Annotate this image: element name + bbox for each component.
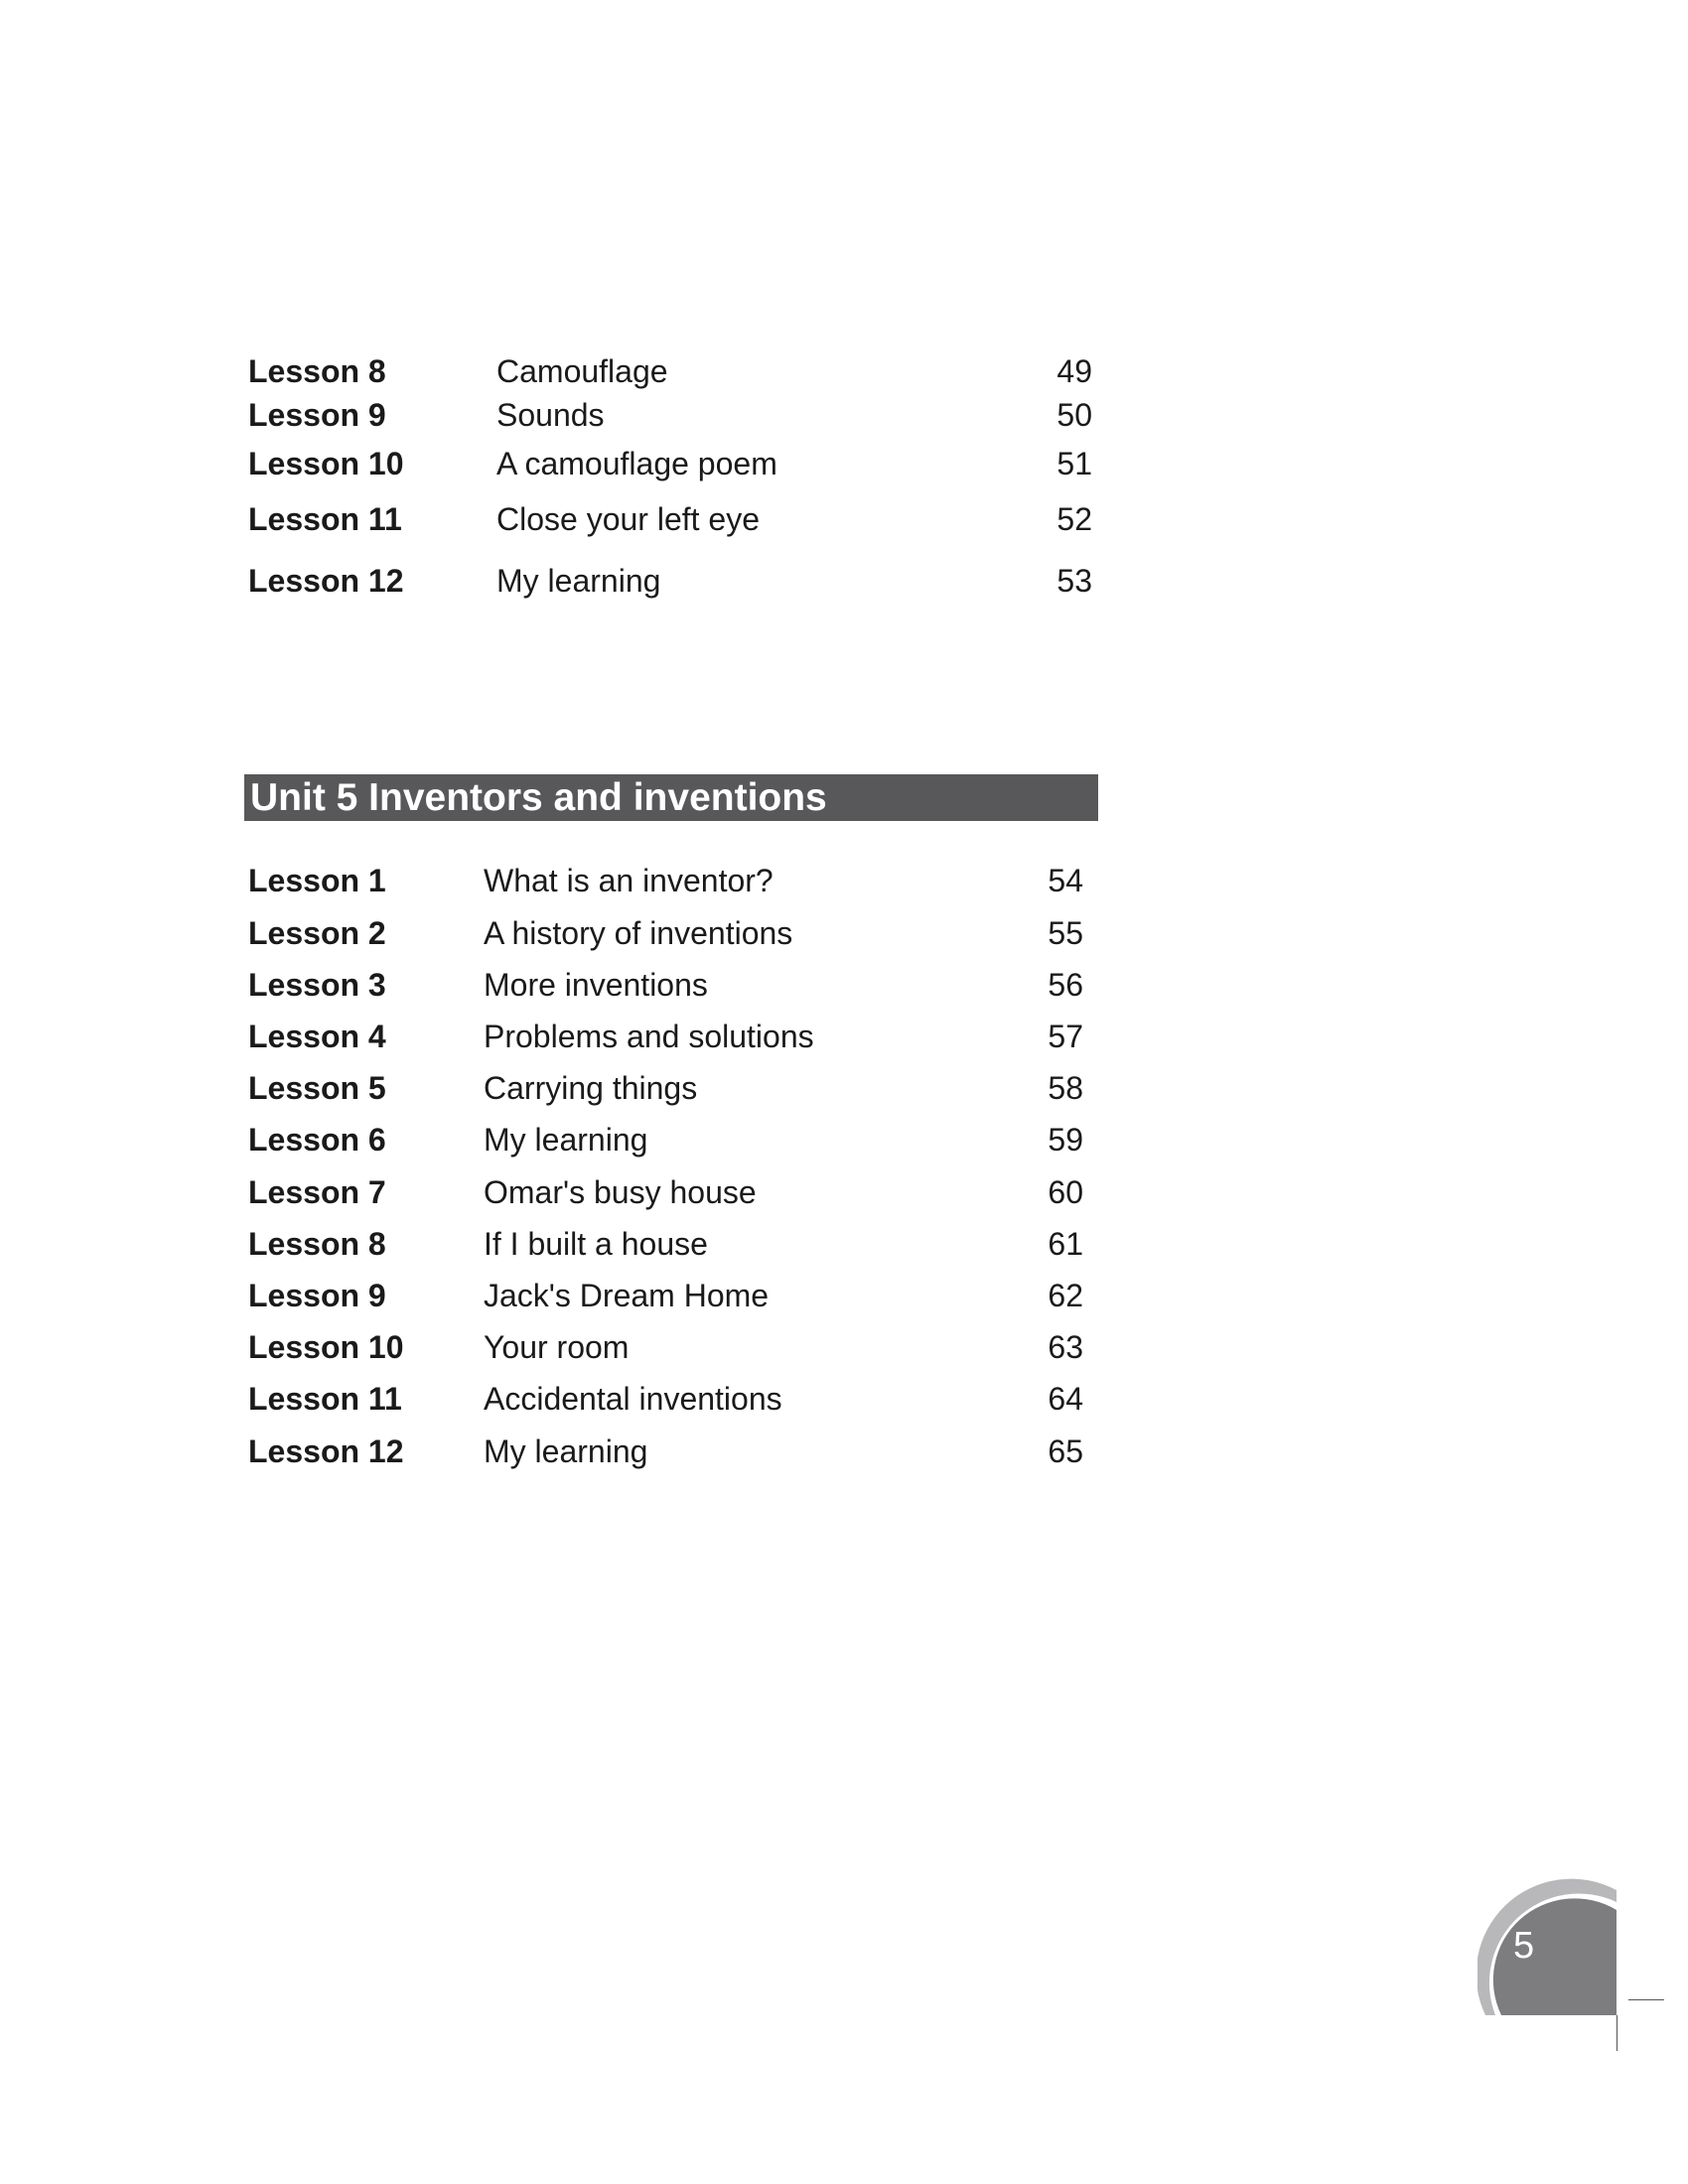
lesson-page-number: 64 bbox=[1048, 1381, 1083, 1417]
lesson-title: Carrying things bbox=[484, 1070, 698, 1106]
lesson-page-number: 56 bbox=[1048, 967, 1083, 1003]
crop-mark bbox=[1617, 2015, 1618, 2051]
lesson-page-number: 65 bbox=[1048, 1433, 1083, 1469]
lesson-page-number: 54 bbox=[1048, 863, 1083, 898]
toc-row bbox=[248, 393, 1092, 437]
toc-row bbox=[248, 1066, 1092, 1110]
toc-row bbox=[248, 1274, 1092, 1317]
lesson-page-number: 62 bbox=[1048, 1278, 1083, 1313]
unit-heading: Unit 5 Inventors and inventions bbox=[244, 774, 1098, 821]
lesson-title: Your room bbox=[484, 1329, 630, 1365]
toc-row bbox=[248, 911, 1092, 955]
lesson-page-number: 61 bbox=[1048, 1226, 1083, 1262]
lesson-page-number: 50 bbox=[1056, 397, 1092, 433]
lesson-label: Lesson 12 bbox=[248, 1433, 404, 1469]
lesson-title: My learning bbox=[484, 1122, 648, 1158]
page-tab-shape bbox=[1477, 1866, 1636, 2015]
lesson-label: Lesson 5 bbox=[248, 1070, 386, 1106]
lesson-page-number: 59 bbox=[1048, 1122, 1083, 1158]
toc-row bbox=[248, 497, 1092, 541]
lesson-title: If I built a house bbox=[484, 1226, 708, 1262]
lesson-title: Camouflage bbox=[496, 353, 668, 389]
lesson-title: Close your left eye bbox=[496, 501, 761, 537]
toc-row bbox=[248, 1430, 1092, 1473]
lesson-title: My learning bbox=[484, 1433, 648, 1469]
toc-row bbox=[248, 1222, 1092, 1266]
toc-row bbox=[248, 349, 1092, 393]
crop-mark bbox=[1628, 1999, 1664, 2000]
lesson-page-number: 53 bbox=[1056, 563, 1092, 599]
lesson-label: Lesson 4 bbox=[248, 1019, 386, 1054]
toc-row bbox=[248, 1118, 1092, 1161]
lesson-label: Lesson 10 bbox=[248, 1329, 404, 1365]
toc-row bbox=[248, 963, 1092, 1007]
lesson-label: Lesson 2 bbox=[248, 915, 386, 951]
toc-row bbox=[248, 1377, 1092, 1421]
lesson-label: Lesson 8 bbox=[248, 353, 386, 389]
lesson-label: Lesson 11 bbox=[248, 501, 402, 537]
lesson-page-number: 55 bbox=[1048, 915, 1083, 951]
toc-row bbox=[248, 442, 1092, 485]
lesson-label: Lesson 3 bbox=[248, 967, 386, 1003]
lesson-label: Lesson 11 bbox=[248, 1381, 402, 1417]
lesson-title: Sounds bbox=[496, 397, 605, 433]
lesson-page-number: 58 bbox=[1048, 1070, 1083, 1106]
toc-row bbox=[248, 859, 1092, 902]
lesson-title: A history of inventions bbox=[484, 915, 793, 951]
lesson-label: Lesson 1 bbox=[248, 863, 386, 898]
lesson-page-number: 63 bbox=[1048, 1329, 1083, 1365]
lesson-title: A camouflage poem bbox=[496, 446, 777, 481]
lesson-page-number: 60 bbox=[1048, 1174, 1083, 1210]
lesson-label: Lesson 7 bbox=[248, 1174, 386, 1210]
lesson-title: Accidental inventions bbox=[484, 1381, 782, 1417]
page-number: 5 bbox=[1513, 1925, 1535, 1967]
toc-row bbox=[248, 559, 1092, 603]
toc-row bbox=[248, 1170, 1092, 1214]
lesson-title: Problems and solutions bbox=[484, 1019, 814, 1054]
lesson-page-number: 57 bbox=[1048, 1019, 1083, 1054]
lesson-page-number: 51 bbox=[1056, 446, 1092, 481]
toc-row bbox=[248, 1325, 1092, 1369]
lesson-label: Lesson 12 bbox=[248, 563, 404, 599]
lesson-title: Jack's Dream Home bbox=[484, 1278, 770, 1313]
lesson-label: Lesson 8 bbox=[248, 1226, 386, 1262]
lesson-label: Lesson 9 bbox=[248, 1278, 386, 1313]
lesson-label: Lesson 9 bbox=[248, 397, 386, 433]
lesson-title: My learning bbox=[496, 563, 661, 599]
lesson-label: Lesson 10 bbox=[248, 446, 404, 481]
toc-row bbox=[248, 1015, 1092, 1058]
lesson-title: More inventions bbox=[484, 967, 708, 1003]
lesson-title: Omar's busy house bbox=[484, 1174, 757, 1210]
lesson-title: What is an inventor? bbox=[484, 863, 774, 898]
lesson-page-number: 52 bbox=[1056, 501, 1092, 537]
lesson-page-number: 49 bbox=[1056, 353, 1092, 389]
lesson-label: Lesson 6 bbox=[248, 1122, 386, 1158]
